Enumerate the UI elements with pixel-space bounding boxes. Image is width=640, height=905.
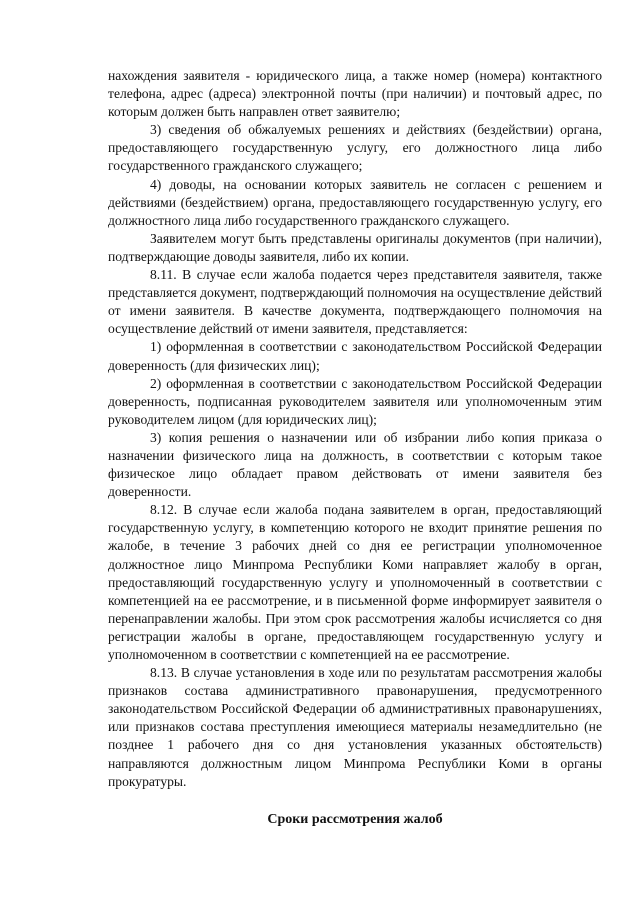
paragraph-item-4: 4) доводы, на основании которых заявитель не согласен с решением и действиями (бездействием) органа, предоставляющего государственную услугу, его должностного лица либо государственного гражданского служащего. [108,176,602,228]
paragraph-8-11-item-2: 2) оформленная в соответствии с законодательством Российской Федерации доверенность, подписанная руководителем заявителя или уполномоченным этим руководителем лицом (для юридических лиц); [108,375,602,427]
section-heading: Сроки рассмотрения жалоб [267,811,443,827]
paragraph-continuation: нахождения заявителя - юридического лица, а также номер (номера) контактного телефона, адрес (адреса) электронной почты (при наличии) и почтовый адрес, по которым должен быть направлен ответ заявителю; [108,68,602,120]
paragraph-8-12: 8.12. В случае если жалоба подана заявителем в орган, предоставляющий государственную услугу, в компетенцию которого не входит принятие решения по жалобе, в течение 3 рабочих дней со дня ее регистрации уполномоченное должностное лицо Минпрома Республики Коми направляет жалобу в орган, предоставляющий государственную услугу и уполномоченный в соответствии с компетенцией на ее рассмотрение, и в письменной форме информирует заявителя о перенаправлении жалобы. При этом срок рассмотрения жалобы исчисляется со дня регистрации жалобы в органе, предоставляющем государственную услугу и уполномоченном в соответствии с компетенцией на ее рассмотрение. [108,502,602,662]
paragraph-originals: Заявителем могут быть представлены оригиналы документов (при наличии), подтверждающие доводы заявителя, либо их копии. [108,230,602,264]
paragraph-8-11: 8.11. В случае если жалоба подается через представителя заявителя, также представляется документ, подтверждающий полномочия на осуществление действий от имени заявителя. В качестве документа, подтверждающего полномочия на осуществление действий от имени заявителя, представляется: [108,267,602,337]
paragraph-8-13: 8.13. В случае установления в ходе или по результатам рассмотрения жалобы признаков состава административного правонарушения, предусмотренного законодательством Российской Федерации об административных правонарушениях, или признаков состава преступления имеющиеся материалы незамедлительно (не позднее 1 рабочего дня со дня установления указанных обстоятельств) направляются должностным лицом Минпрома Республики Коми в органы прокуратуры. [108,665,602,789]
paragraph-item-3: 3) сведения об обжалуемых решениях и действиях (бездействии) органа, предоставляющего государственную услугу, его должностного лица либо государственного гражданского служащего; [108,122,602,174]
document-page [108,67,602,829]
paragraph-8-11-item-3: 3) копия решения о назначении или об избрании либо копия приказа о назначении физического лица на должность, в соответствии с которым такое физическое лицо обладает правом действовать от имени заявителя без доверенности. [108,429,602,500]
paragraph-8-11-item-1: 1) оформленная в соответствии с законодательством Российской Федерации доверенность (для физических лиц); [108,339,602,373]
